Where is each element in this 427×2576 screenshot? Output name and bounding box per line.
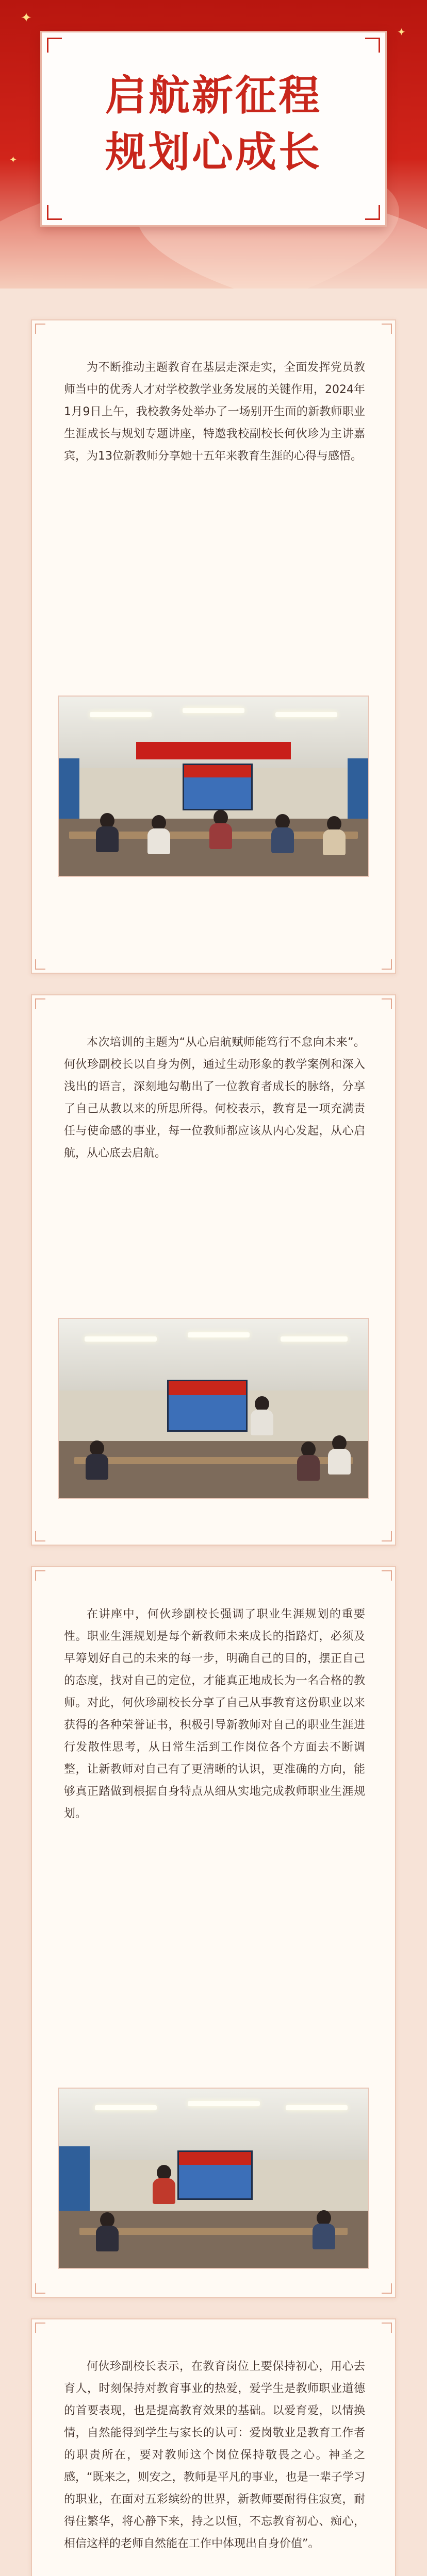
sparkle-icon: ✦	[397, 26, 406, 38]
page-title-line1: 启航新征程	[105, 72, 322, 120]
corner-ornament	[47, 38, 62, 53]
section-2-text: 本次培训的主题为“从心启航赋师能笃行不怠向未来”。何伙珍副校长以自身为例，通过生动形象的教学案例和深入浅出的语言，深刻地勾勒出了一位教育者成长的脉络，分享了自己从教以来的所思所得。何校表示，教育是一项充满责任与使命感的事业，每一位教师都应该从内心发起，从心启航，从心底去启航。	[64, 1036, 365, 1160]
sparkle-icon: ✦	[21, 10, 32, 26]
corner-ornament	[365, 38, 380, 53]
lecture-photo-2	[58, 1318, 369, 1499]
title-card	[40, 31, 387, 227]
lecture-photo-1	[58, 696, 369, 877]
corner-ornament	[365, 205, 380, 220]
lecture-photo-3	[58, 2088, 369, 2269]
red-banner	[136, 742, 291, 759]
section-1-text: 为不断推动主题教育在基层走深走实，全面发挥党员教师当中的优秀人才对学校教学业务发展的关键作用，2024年1月9日上午，我校教务处举办了一场别开生面的新教师职业生涯成长与规划专题讲座，特邀我校副校长何伙珍为主讲嘉宾，为13位新教师分享她十五年来教育生涯的心得与感悟。	[64, 361, 365, 463]
section-4-text: 何伙珍副校长表示，在教育岗位上要保持初心，用心去育人，时刻保持对教育事业的热爱，爱学生是教师职业道德的首要表现，也是提高教育效果的基础。以爱育爱，以情换情，自然能得到学生与家长的认可：爱岗敬业是教育工作者的职责所在，要对教师这个岗位保持敬畏之心。神圣之感，“既来之，则安之，教师是平凡的事业，也是一辈子学习的职业，在面对五彩缤纷的世界，新教师要耐得住寂寞，耐得住繁华，将心静下来，持之以恒，不忘教育初心、痴心，相信这样的老师自然能在工作中体现出自身价值”。	[64, 2360, 365, 2550]
section-3-text: 在讲座中，何伙珍副校长强调了职业生涯规划的重要性。职业生涯规划是每个新教师未来成长的指路灯，必须及早筹划好自己的未来的每一步，明确自己的目的，摆正自己的态度，找对自己的定位，才能真正地成长为一名合格的教师。对此，何伙珍副校长分享了自己从事教育这份职业以来获得的各种荣誉证书，积极引导新教师对自己的职业生涯进行发散性思考，从日常生活到工作岗位各个方面去不断调整，让新教师对自己有了更清晰的认识，更准确的方向，能够真正踏做到根据自身特点从细从实地完成教师职业生涯规划。	[64, 1608, 365, 1820]
sparkle-icon: ✦	[9, 155, 18, 165]
section-card-3	[31, 1566, 396, 2298]
section-card-2	[31, 994, 396, 1546]
header-banner	[0, 0, 427, 289]
page-title-line2: 规划心成长	[105, 128, 322, 176]
corner-ornament	[47, 205, 62, 220]
section-card-4	[31, 2318, 396, 2576]
section-card-1	[31, 319, 396, 974]
